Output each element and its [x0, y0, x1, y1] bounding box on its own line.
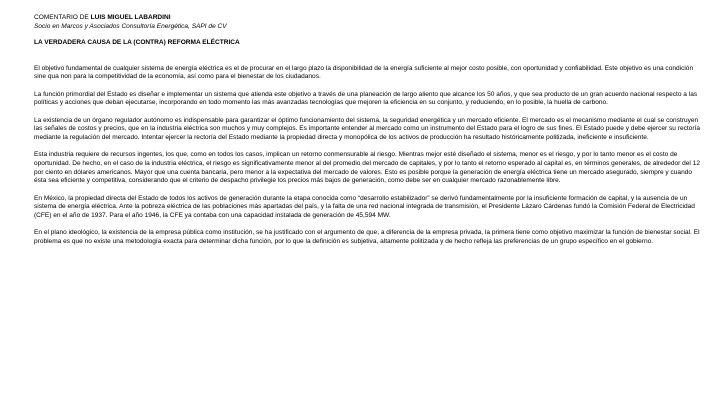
article-title: LA VERDADERA CAUSA DE LA (CONTRA) REFORMA ELÉCTRICA	[34, 39, 240, 47]
paragraph-4: Esta industria requiere de recursos ingentes, los que, como en todos los casos, implican un retorno conmensurable al riesgo. Mientras mejor esté diseñado el sistema, menor es el riesgo, y por lo tanto menor es el costo de oportunidad. De hecho, en el caso de la industria eléctrica, el riesgo es significativamente menor al del promedio del mercado de capitales, y por lo tanto el retorno esperado al capital es, en términos generales, de alrededor del 12 por ciento en dólares americanos. Mayor que una cuenta bancaria, pero menor a la expectativa del mercado de valores. Esto es posible porque la generación de energía eléctrica tiene un mercado asegurado, siempre y cuando ésta sea eficiente y competitiva, considerando que el criterio de despacho privilegie los precios más bajos de generación, como debe ser en cualquier mercado razonablemente libre.	[34, 151, 700, 185]
author-name: LUIS MIGUEL LABARDINI	[90, 14, 171, 21]
paragraph-3: La existencia de un órgano regulador autónomo es indispensable para garantizar el óptimo funcionamiento del sistema, la seguridad energética y un mercado eficiente. El mercado es el mecanismo mediante el cual se construyen las señales de costos y precios, que en la industria eléctrica son muchos y muy complejos. Es importante entender al mercado como un instrumento del Estado para el logro de sus fines. El Estado puede y debe ejercer su rectoría mediante la regulación del mercado. Intentar ejercer la rectoría del Estado mediante la propiedad directa y monopólica de los activos de producción ha resultado históricamente politizada, ineficiente e insuficiente.	[34, 116, 700, 141]
paragraph-2: La función primordial del Estado es diseñar e implementar un sistema que atienda este objetivo a través de una planeación de largo aliento que alcance los 50 años, y que sea producto de un gran acuerdo nacional respecto a las políticas y acciones que deban ejecutarse, incorporando en todo momento las más avanzadas tecnologías que mejoren la eficiencia en su conjunto, y reduciendo, en lo posible, la huella de carbono.	[34, 90, 698, 107]
paragraph-6: En el plano ideológico, la existencia de la empresa pública como institución, se ha justificado con el argumento de que, a diferencia de la empresa privada, la primera tiene como objetivo maximizar la función de bienestar social. El problema es que no existe una metodología exacta para determinar dicha función, por lo que la definición es subjetiva, altamente politizada y de hecho refleja las preferencias de un grupo específico en el gobierno.	[34, 229, 700, 245]
paragraph-5: En México, la propiedad directa del Estado de todos los activos de generación durante la etapa conocida como “desarrollo estabilizador” se derivó fundamentalmente por la insuficiente formación de capital, y la ausencia de un sistema de energía eléctrica. Ante la pobreza eléctrica de las poblaciones más apartadas del país, y la falta de una red nacional integrada de transmisión, el Presidente Lázaro Cárdenas fundó la Comisión Federal de Electricidad (CFE) en el año de 1937. Para el año 1946, la CFE ya contaba con una capacidad instalada de generación de 45,594 MW.	[34, 194, 695, 219]
comment-header	[34, 14, 704, 23]
article-body	[34, 65, 704, 246]
author-affiliation: Socio en Marcos y Asociados Consultoría Energética, SAPI de CV	[34, 22, 227, 30]
document-page	[34, 14, 704, 255]
comment-prefix: COMENTARIO DE	[34, 14, 91, 21]
paragraph-1: El objetivo fundamental de cualquier sistema de energía eléctrica es el de procurar en el largo plazo la disponibilidad de la energía suficiente al mejor costo posible, con oportunidad y confiabilidad. Este objetivo es una condición sine qua non para la competitividad de la economía, así como para el bienestar de los ciudadanos.	[34, 64, 694, 81]
